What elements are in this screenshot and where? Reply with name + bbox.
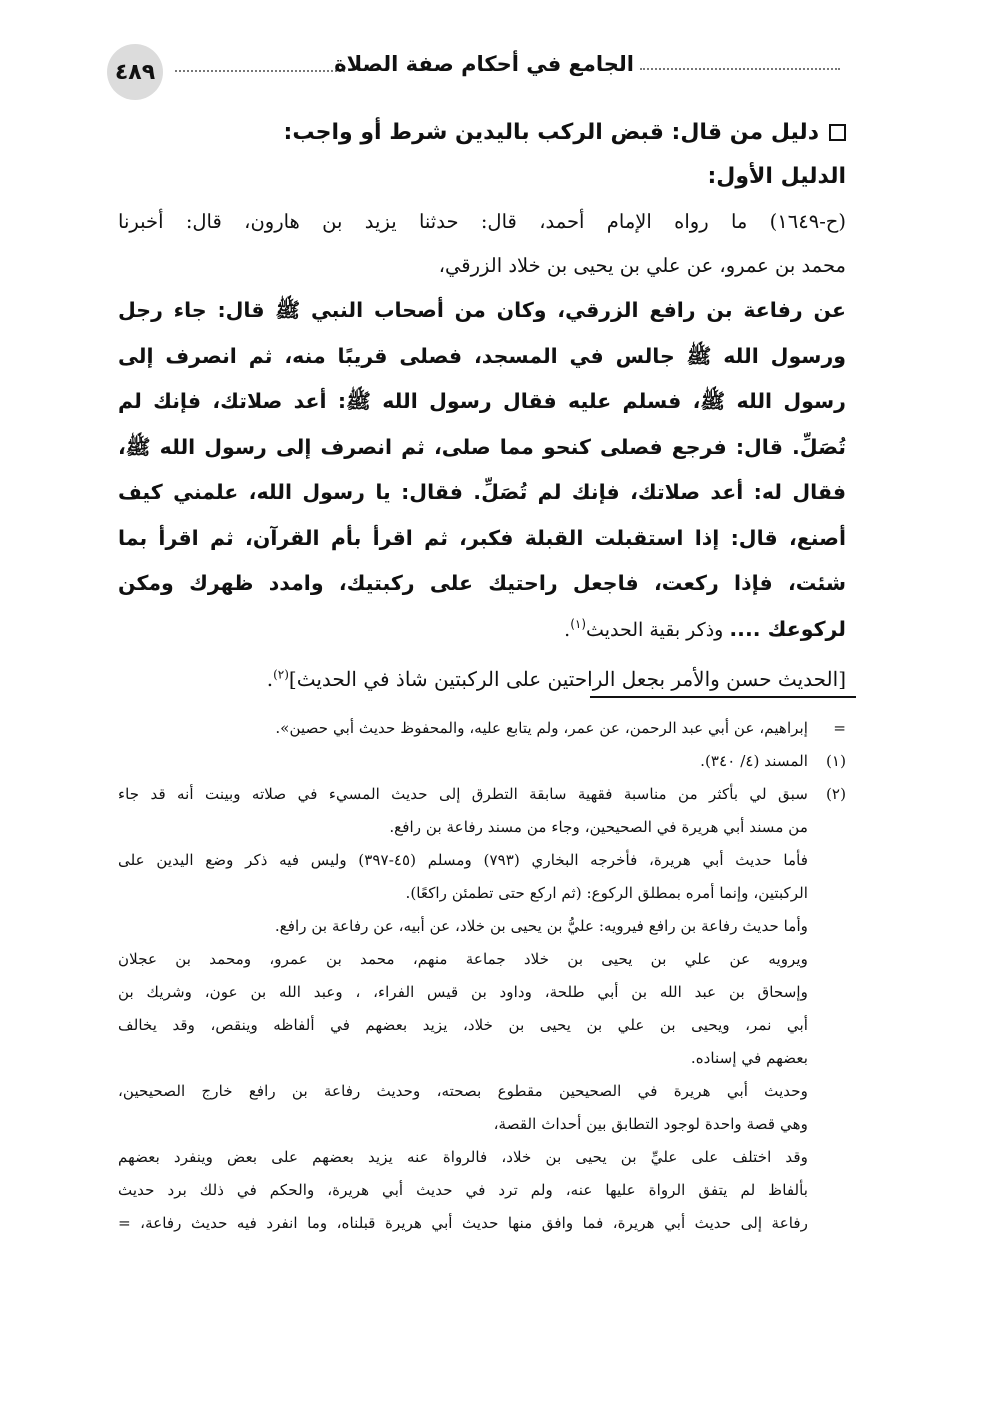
checkbox-square-icon bbox=[829, 124, 846, 141]
hadith-tail: وذكر بقية الحديث bbox=[586, 618, 730, 641]
footnote-text: إبراهيم، عن أبي عبد الرحمن، عن عمر، ولم يتابع عليه، والمحفوظ حديث أبي حصين». bbox=[275, 719, 808, 737]
footnote-continuation bbox=[118, 712, 846, 745]
footnote-mark: (١) bbox=[825, 752, 846, 770]
main-text bbox=[118, 110, 846, 701]
footnote-line: بألفاظ لم يتفق الرواة عليها عنه، ولم ترد في حديث أبي هريرة، والحكم في ذلك برد حديث bbox=[118, 1181, 808, 1199]
narration-line: (ح-١٦٤٩) ما رواه الإمام أحمد، قال: حدثنا يزيد بن هارون، قال: أخبرنا bbox=[118, 210, 846, 233]
section-heading bbox=[118, 110, 846, 154]
footnote-line: ويرويه عن علي بن يحيى بن خلاد جماعة منهم، محمد بن عمرو، ومحمد بن عجلان bbox=[118, 950, 808, 968]
footnote-mark: (٢) bbox=[825, 785, 846, 803]
footnote-line: وقد اختلف على عليِّ بن يحيى بن خلاد، فالرواة عنه يزيد بعضهم على بعض وينفرد بعضهم bbox=[118, 1148, 808, 1166]
section-heading-text: دليل من قال: قبض الركب باليدين شرط أو واجب: bbox=[283, 119, 819, 145]
footnote-line: وإسحاق بن عبد الله بن أبي طلحة، وداود بن قيس الفراء، ، وعبد الله بن عون، وشريك بن bbox=[118, 983, 808, 1001]
narration-chain bbox=[118, 200, 846, 288]
hadith-text bbox=[118, 288, 846, 653]
footnote-ref-1[interactable]: (١) bbox=[570, 616, 587, 631]
narration-line: محمد بن عمرو، عن علي بن يحيى بن خلاد الزرقي، bbox=[438, 254, 846, 277]
footnote-2 bbox=[118, 778, 846, 844]
footnote-line: بعضهم في إسناده. bbox=[690, 1049, 808, 1067]
page-number: ٤٨٩ bbox=[107, 44, 163, 100]
footnote-line: سبق لي بأكثر من مناسبة فقهية سابقة التطرق إلى حديث المسيء في صلاته وبينت أنه قد جاء bbox=[118, 785, 808, 803]
footnote-line: من مسند أبي هريرة في الصحيحين، وجاء من مسند رفاعة بن رافع. bbox=[389, 818, 808, 836]
header-dotted-rule-right bbox=[640, 68, 840, 70]
footnote-line: رفاعة إلى حديث أبي هريرة، فما وافق منها حديث أبي هريرة قبلناه، وما انفرد فيه حديث رفاعة، = bbox=[118, 1214, 808, 1232]
continuation-mark: = bbox=[833, 719, 846, 737]
footnote-body bbox=[118, 778, 808, 844]
evidence-subheading: الدليل الأول: bbox=[707, 164, 846, 189]
footnote-ref-2[interactable]: (٢) bbox=[273, 667, 289, 682]
period: . bbox=[266, 667, 274, 691]
footnote-1 bbox=[118, 745, 846, 778]
footnote-separator bbox=[590, 696, 856, 698]
footnote-line: وحديث أبي هريرة في الصحيحين مقطوع بصحته، وحديث رفاعة بن رافع خارج الصحيحين، bbox=[118, 1082, 808, 1100]
running-header-title: الجامع في أحكام صفة الصلاة bbox=[334, 52, 634, 76]
footnote-line: وهي قصة واحدة لوجود التطابق بين أحداث القصة، bbox=[493, 1115, 808, 1133]
footnote-line: الركبتين، وإنما أمره بمطلق الركوع: (ثم اركع حتى تطمئن راكعًا). bbox=[405, 884, 808, 902]
footnotes bbox=[118, 712, 846, 1240]
footnote-2-continued bbox=[118, 844, 846, 1240]
footnote-line: أبي نمر، ويحيى بن علي بن يحيى بن خلاد، يزيد بعضهم في ألفاظه وينقص، وقد يخالف bbox=[118, 1016, 808, 1034]
header-dotted-rule-left bbox=[175, 70, 345, 72]
hadith-grade-text: [الحديث حسن والأمر بجعل الراحتين على الركبتين شاذ في الحديث] bbox=[288, 667, 846, 691]
hadith-grade bbox=[118, 657, 846, 701]
footnote-line: وأما حديث رفاعة بن رافع فيرويه: عليُّ بن يحيى بن خلاد، عن أبيه، عن رفاعة بن رافع. bbox=[274, 917, 808, 935]
footnote-text: المسند (٤/ ٣٤٠). bbox=[700, 752, 808, 770]
period: . bbox=[564, 618, 571, 641]
footnote-line: فأما حديث أبي هريرة، فأخرجه البخاري (٧٩٣) ومسلم (٤٥-٣٩٧) وليس فيه ذكر وضع اليدين على bbox=[118, 851, 808, 869]
hadith-body: عن رفاعة بن رافع الزرقي، وكان من أصحاب النبي ﷺ قال: جاء رجل ورسول الله ﷺ جالس في المسجد، فصلى قريبًا منه، ثم انصرف إلى رسول الله ﷺ، فسلم عليه فقال رسول الله ﷺ: أعد صلاتك، فإنك لم تُصَلِّ. قال: فرجع فصلى كنحو مما صلى، ثم انصرف إلى رسول الله ﷺ، فقال له: أعد صلاتك، فإنك لم تُصَلِّ. فقال: يا رسول الله، علمني كيف أصنع، قال: إذا استقبلت القبلة فكبر، ثم اقرأ بأم القرآن، ثم اقرأ بما شئت، فإذا ركعت، فاجعل راحتيك على ركبتيك، وامدد ظهرك ومكن لركوعك .... bbox=[118, 298, 846, 641]
